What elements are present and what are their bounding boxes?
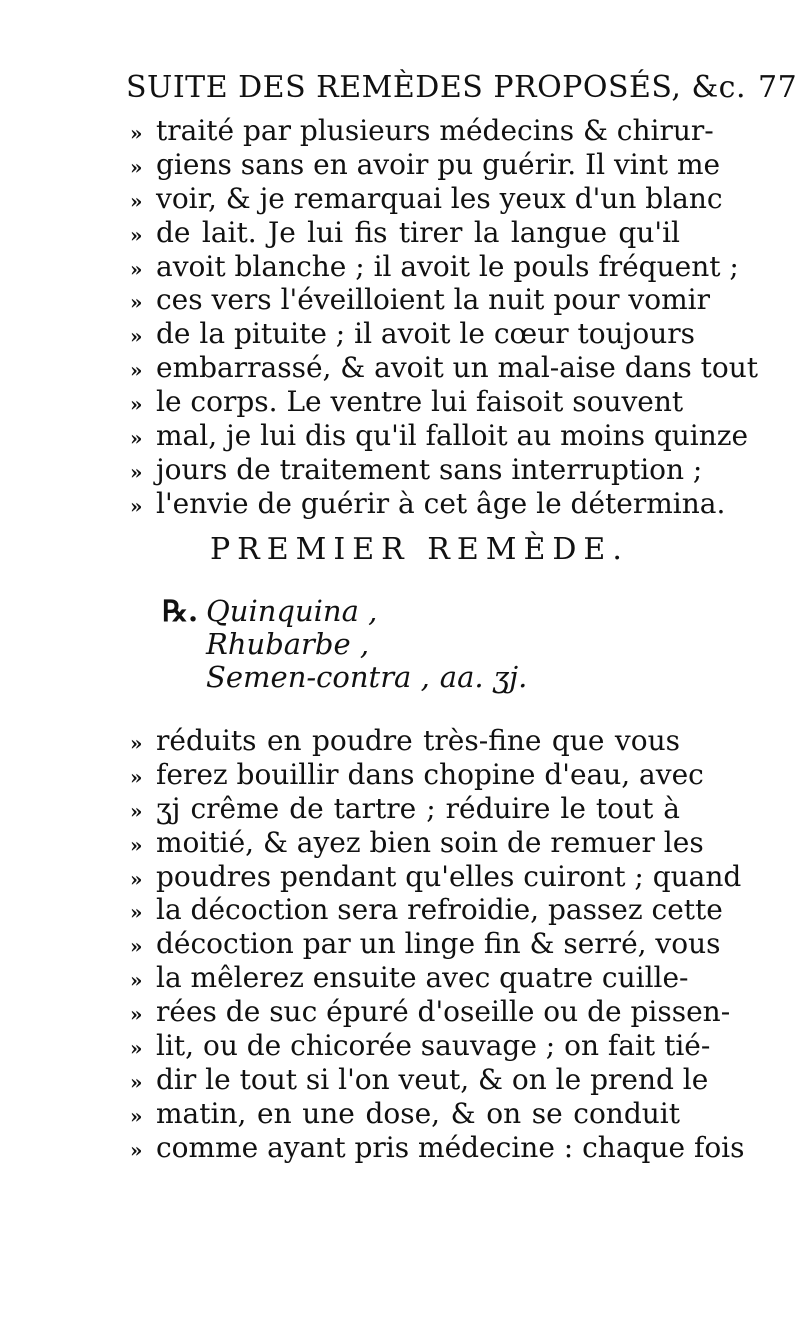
- text-line: [130, 792, 680, 826]
- quote-mark: »: [130, 1103, 143, 1128]
- text-line: [130, 1097, 680, 1131]
- page-number: 77: [758, 70, 798, 105]
- running-header: [126, 70, 798, 110]
- text-line: [130, 216, 680, 250]
- line-text: décoction par un linge fin & serré, vous: [156, 927, 721, 961]
- quote-mark: »: [130, 426, 143, 451]
- quote-mark: »: [130, 290, 143, 315]
- ingredient: Rhubarbe ,: [206, 627, 370, 661]
- quote-mark: »: [130, 731, 143, 755]
- text-line: [130, 859, 742, 894]
- text-line: [130, 757, 704, 792]
- text-line: [130, 1029, 711, 1063]
- line-text: avoit blanche ; il avoit le pouls fréquent ;: [156, 249, 739, 283]
- line-text: matin, en une dose, & on se conduit: [156, 1096, 680, 1130]
- quote-mark: »: [130, 121, 143, 145]
- line-text: ʒj crême de tartre ; réduire le tout à: [156, 791, 680, 825]
- line-text: ces vers l'éveilloient la nuit pour vomir: [156, 283, 710, 317]
- quote-mark: »: [130, 900, 143, 925]
- ingredient: Semen-contra ,: [206, 660, 430, 694]
- line-text: l'envie de guérir à cet âge le détermina.: [156, 486, 726, 520]
- quote-mark: »: [130, 324, 143, 349]
- prescription-line: [162, 594, 582, 627]
- line-text: la décoction sera refroidie, passez cette: [156, 893, 723, 927]
- line-text: moitié, & ayez bien soin de remuer les: [156, 825, 704, 859]
- quote-mark: »: [130, 1036, 143, 1061]
- quote-mark: »: [130, 154, 143, 179]
- quote-mark: »: [130, 832, 143, 857]
- text-line: [130, 147, 721, 182]
- paragraph-case-history: [130, 114, 759, 521]
- quote-mark: »: [130, 798, 143, 823]
- paragraph-preparation: [130, 724, 745, 1165]
- text-line: [130, 452, 703, 487]
- section-heading: PREMIER REMÈDE.: [210, 532, 629, 567]
- line-text: giens sans en avoir pu guérir. Il vint me: [156, 147, 721, 181]
- quote-mark: »: [130, 866, 143, 891]
- text-line: [130, 419, 749, 453]
- recipe-symbol: ℞.: [162, 594, 199, 628]
- quote-mark: »: [130, 1069, 143, 1094]
- line-text: poudres pendant qu'elles cuiront ; quand: [156, 859, 742, 893]
- text-line: [130, 385, 684, 419]
- text-line: [130, 351, 759, 385]
- line-text: embarrassé, & avoit un mal-aise dans tout: [156, 351, 759, 385]
- quote-mark: »: [130, 222, 143, 247]
- text-line: [130, 486, 726, 521]
- text-line: [130, 893, 723, 927]
- prescription: [162, 594, 582, 693]
- line-text: ferez bouillir dans chopine d'eau, avec: [156, 757, 704, 791]
- text-line: [130, 249, 739, 284]
- text-line: [130, 1062, 709, 1097]
- line-text: de la pituite ; il avoit le cœur toujours: [156, 317, 695, 351]
- quote-mark: »: [130, 256, 143, 281]
- quote-mark: »: [130, 358, 143, 383]
- text-line: [130, 927, 721, 961]
- line-text: réduits en poudre très-fine que vous: [156, 724, 680, 757]
- quote-mark: »: [130, 188, 143, 213]
- ingredient: Quinquina ,: [206, 594, 378, 628]
- quote-mark: »: [130, 968, 143, 993]
- line-text: le corps. Le ventre lui faisoit souvent: [156, 385, 684, 419]
- line-text: la mêlerez ensuite avec quatre cuille-: [156, 961, 689, 995]
- line-text: lit, ou de chicorée sauvage ; on fait tié-: [156, 1029, 711, 1063]
- running-title: SUITE DES REMÈDES PROPOSÉS, &c.: [126, 70, 747, 105]
- text-line: [130, 283, 710, 317]
- line-text: dir le tout si l'on veut, & on le prend le: [156, 1062, 709, 1096]
- text-line: [130, 995, 731, 1029]
- prescription-line: [162, 660, 582, 693]
- line-text: voir, & je remarquai les yeux d'un blanc: [156, 181, 723, 215]
- quote-mark: »: [130, 459, 143, 484]
- line-text: rées de suc épuré d'oseille ou de pissen-: [156, 995, 731, 1029]
- quote-mark: »: [130, 493, 143, 518]
- quote-mark: »: [130, 934, 143, 959]
- text-line: [130, 724, 680, 758]
- text-line: [130, 1130, 745, 1165]
- quote-mark: »: [130, 1137, 143, 1162]
- text-line: [130, 114, 714, 148]
- line-text: comme ayant pris médecine : chaque fois: [156, 1130, 745, 1164]
- prescription-line: [162, 627, 582, 660]
- text-line: [130, 181, 723, 216]
- line-text: jours de traitement sans interruption ;: [156, 452, 703, 486]
- line-text: traité par plusieurs médecins & chirur-: [156, 114, 714, 147]
- quote-mark: »: [130, 1002, 143, 1027]
- line-text: mal, je lui dis qu'il falloit au moins quinze: [156, 419, 749, 453]
- text-line: [130, 317, 695, 351]
- quote-mark: »: [130, 392, 143, 417]
- text-line: [130, 961, 689, 995]
- text-line: [130, 825, 704, 860]
- quote-mark: »: [130, 764, 143, 789]
- dose: aa. ʒj.: [439, 660, 528, 694]
- line-text: de lait. Je lui fis tirer la langue qu'il: [156, 215, 680, 249]
